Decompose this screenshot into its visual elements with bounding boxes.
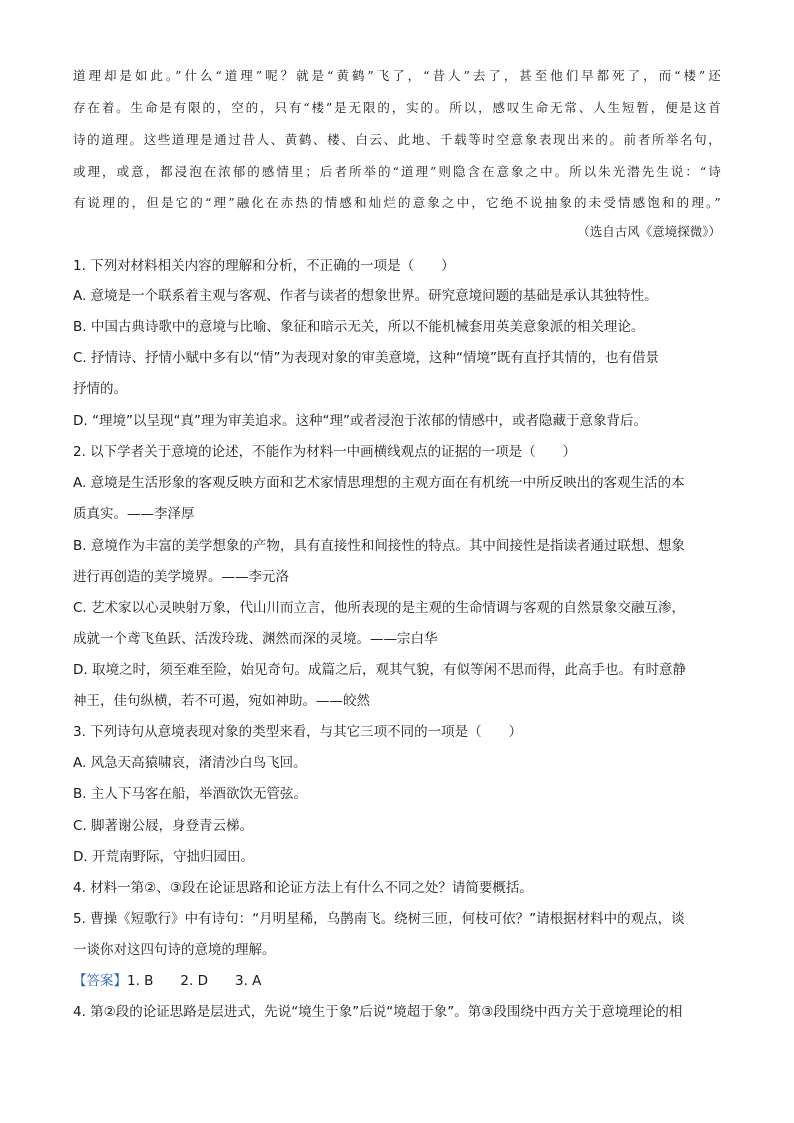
q1-option-c-line1: C. 抒情诗、抒情小赋中多有以“情”为表现对象的审美意境，这种“情境”既有直抒其情的，也有借景 [73, 350, 659, 366]
q2-option-c-line1: C. 艺术家以心灵映射万象，代山川而立言，他所表现的是主观的生命情调与客观的自然景象交融互渗， [73, 600, 686, 616]
answer-items: 1. B 2. D 3. A [127, 973, 262, 989]
q1-option-b: B. 中国古典诗歌中的意境与比喻、象征和暗示无关，所以不能机械套用英美意象派的相关理论。 [73, 319, 645, 335]
passage-line-2: 存在着。生命是有限的，空的，只有“楼”是无限的，实的。所以，感叹生命无常、人生短暂，便是这首 [73, 100, 721, 115]
q1-option-a: A. 意境是一个联系着主观与客观、作者与读者的想象世界。研究意境问题的基础是承认其独特性。 [73, 288, 658, 304]
q2-stem: 2. 以下学者关于意境的论述，不能作为材料一中画横线观点的证据的一项是（ ） [73, 444, 577, 460]
passage-line-1: 道理却是如此。”什么“道理”呢？就是“黄鹤”飞了，“昔人”去了，甚至他们早都死了，而“楼”还 [73, 68, 721, 83]
q3-stem: 3. 下列诗句从意境表现对象的类型来看，与其它三项不同的一项是（ ） [73, 724, 523, 740]
q3-option-a: A. 风急天高猿啸哀，渚清沙白鸟飞回。 [73, 755, 307, 771]
q2-option-b-line1: B. 意境作为丰富的美学想象的产物，具有直接性和间接性的特点。其中间接性是指读者通过联想、想象 [73, 538, 685, 554]
q2-option-d-line2: 神王，佳句纵横，若不可遏，宛如神助。——皎然 [73, 693, 370, 709]
passage-line-5: 有说理的，但是它的“理”融化在赤热的情感和灿烂的意象之中，它绝不说抽象的未受情感饱和的理。” [73, 195, 721, 210]
answer-line [73, 971, 721, 991]
q3-option-b: B. 主人下马客在船，举酒欲饮无管弦。 [73, 786, 307, 802]
passage-source: （选自古风《意境探微》） [577, 224, 721, 239]
q1-option-c-line2: 抒情的。 [73, 381, 127, 397]
answer-tag: 【答案】 [73, 973, 127, 989]
passage-line-3: 诗的道理。这些道理是通过昔人、黄鹤、楼、白云、此地、千载等时空意象表现出来的。前者所举名句， [73, 132, 721, 147]
q2-option-c-line2: 成就一个鸢飞鱼跃、活泼玲珑、渊然而深的灵境。——宗白华 [73, 631, 438, 647]
q4-stem: 4. 材料一第②、③段在论证思路和论证方法上有什么不同之处？请简要概括。 [73, 880, 533, 896]
q2-option-d-line1: D. 取境之时，须至难至险，始见奇句。成篇之后，观其气貌，有似等闲不思而得，此高手也。有时意静 [73, 662, 686, 678]
answer-q4-line: 4. 第②段的论证思路是层进式，先说“境生于象”后说“境超于象”。第③段围绕中西方关于意境理论的相 [73, 1004, 683, 1020]
q3-option-c: C. 脚著谢公屐，身登青云梯。 [73, 818, 254, 834]
q5-stem-line1: 5. 曹操《短歌行》中有诗句：“月明星稀，乌鹊南飞。绕树三匝，何枝可依？”请根据材料中的观点，谈 [73, 911, 685, 927]
q5-stem-line2: 一谈你对这四句诗的意境的理解。 [73, 942, 276, 958]
q2-option-a-line1: A. 意境是生活形象的客观反映方面和艺术家情思理想的主观方面在有机统一中所反映出的客观生活的本 [73, 475, 685, 491]
q1-stem: 1. 下列对材料相关内容的理解和分析，不正确的一项是（ ） [73, 258, 455, 274]
passage-line-4: 或理，或意，都浸泡在浓郁的感情里；后者所举的“道理”则隐含在意象之中。所以朱光潜先生说：“诗 [73, 164, 721, 179]
q2-option-b-line2: 进行再创造的美学境界。——李元洛 [73, 569, 289, 585]
q2-option-a-line2: 质真实。——李泽厚 [73, 506, 195, 522]
q1-option-d: D. “理境”以呈现“真”理为审美追求。这种“理”或者浸泡于浓郁的情感中，或者隐藏于意象背后。 [73, 413, 647, 429]
q3-option-d: D. 开荒南野际，守拙归园田。 [73, 849, 254, 865]
